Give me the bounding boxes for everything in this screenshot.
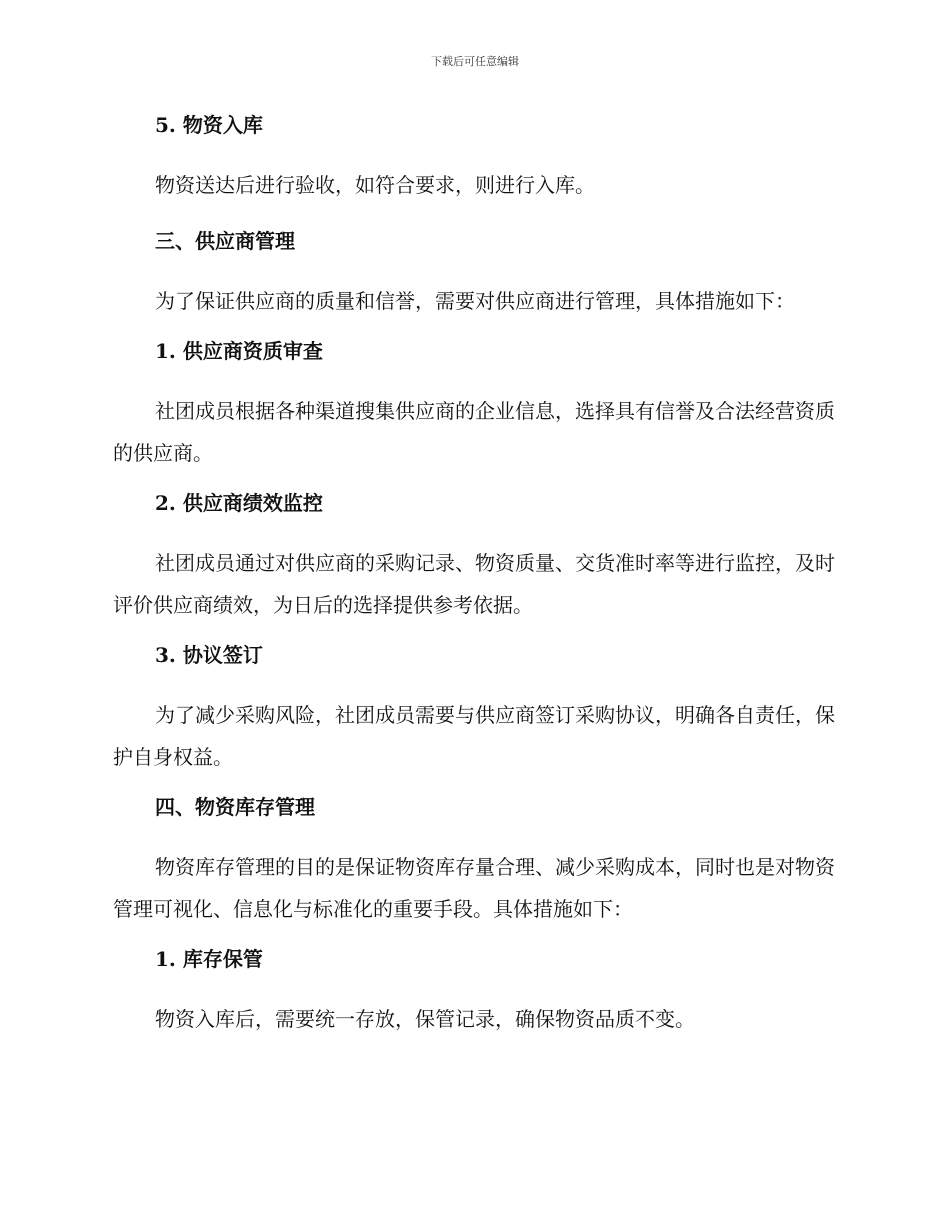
heading-inventory-storage: 1. 库存保管 [155, 947, 263, 971]
para-agreement-signing: 为了减少采购风险，社团成员需要与供应商签订采购协议，明确各自责任，保护自身权益。 [113, 703, 835, 769]
para-supplier-qualification: 社团成员根据各种渠道搜集供应商的企业信息，选择具有信誉及合法经营资质的供应商。 [113, 399, 835, 465]
heading-supplier-performance: 2. 供应商绩效监控 [155, 491, 323, 515]
heading-supplier-management: 三、供应商管理 [155, 229, 295, 253]
para-supplier-performance: 社团成员通过对供应商的采购记录、物资质量、交货准时率等进行监控，及时评价供应商绩效，为日后的选择提供参考依据。 [113, 551, 835, 617]
para-inventory-storage: 物资入库后，需要统一存放，保管记录，确保物资品质不变。 [155, 1007, 695, 1031]
page-header: 下载后可任意编辑 [431, 55, 519, 68]
heading-inventory-management: 四、物资库存管理 [155, 795, 315, 819]
heading-material-inbound: 5. 物资入库 [155, 113, 263, 137]
para-supplier-management: 为了保证供应商的质量和信誉，需要对供应商进行管理，具体措施如下： [155, 289, 795, 313]
heading-supplier-qualification: 1. 供应商资质审查 [155, 339, 323, 363]
document-body [113, 108, 835, 1058]
para-inventory-management: 物资库存管理的目的是保证物资库存量合理、减少采购成本，同时也是对物资管理可视化、信息化与标准化的重要手段。具体措施如下： [113, 855, 835, 921]
para-material-inbound: 物资送达后进行验收，如符合要求，则进行入库。 [155, 173, 595, 197]
heading-agreement-signing: 3. 协议签订 [155, 643, 263, 667]
